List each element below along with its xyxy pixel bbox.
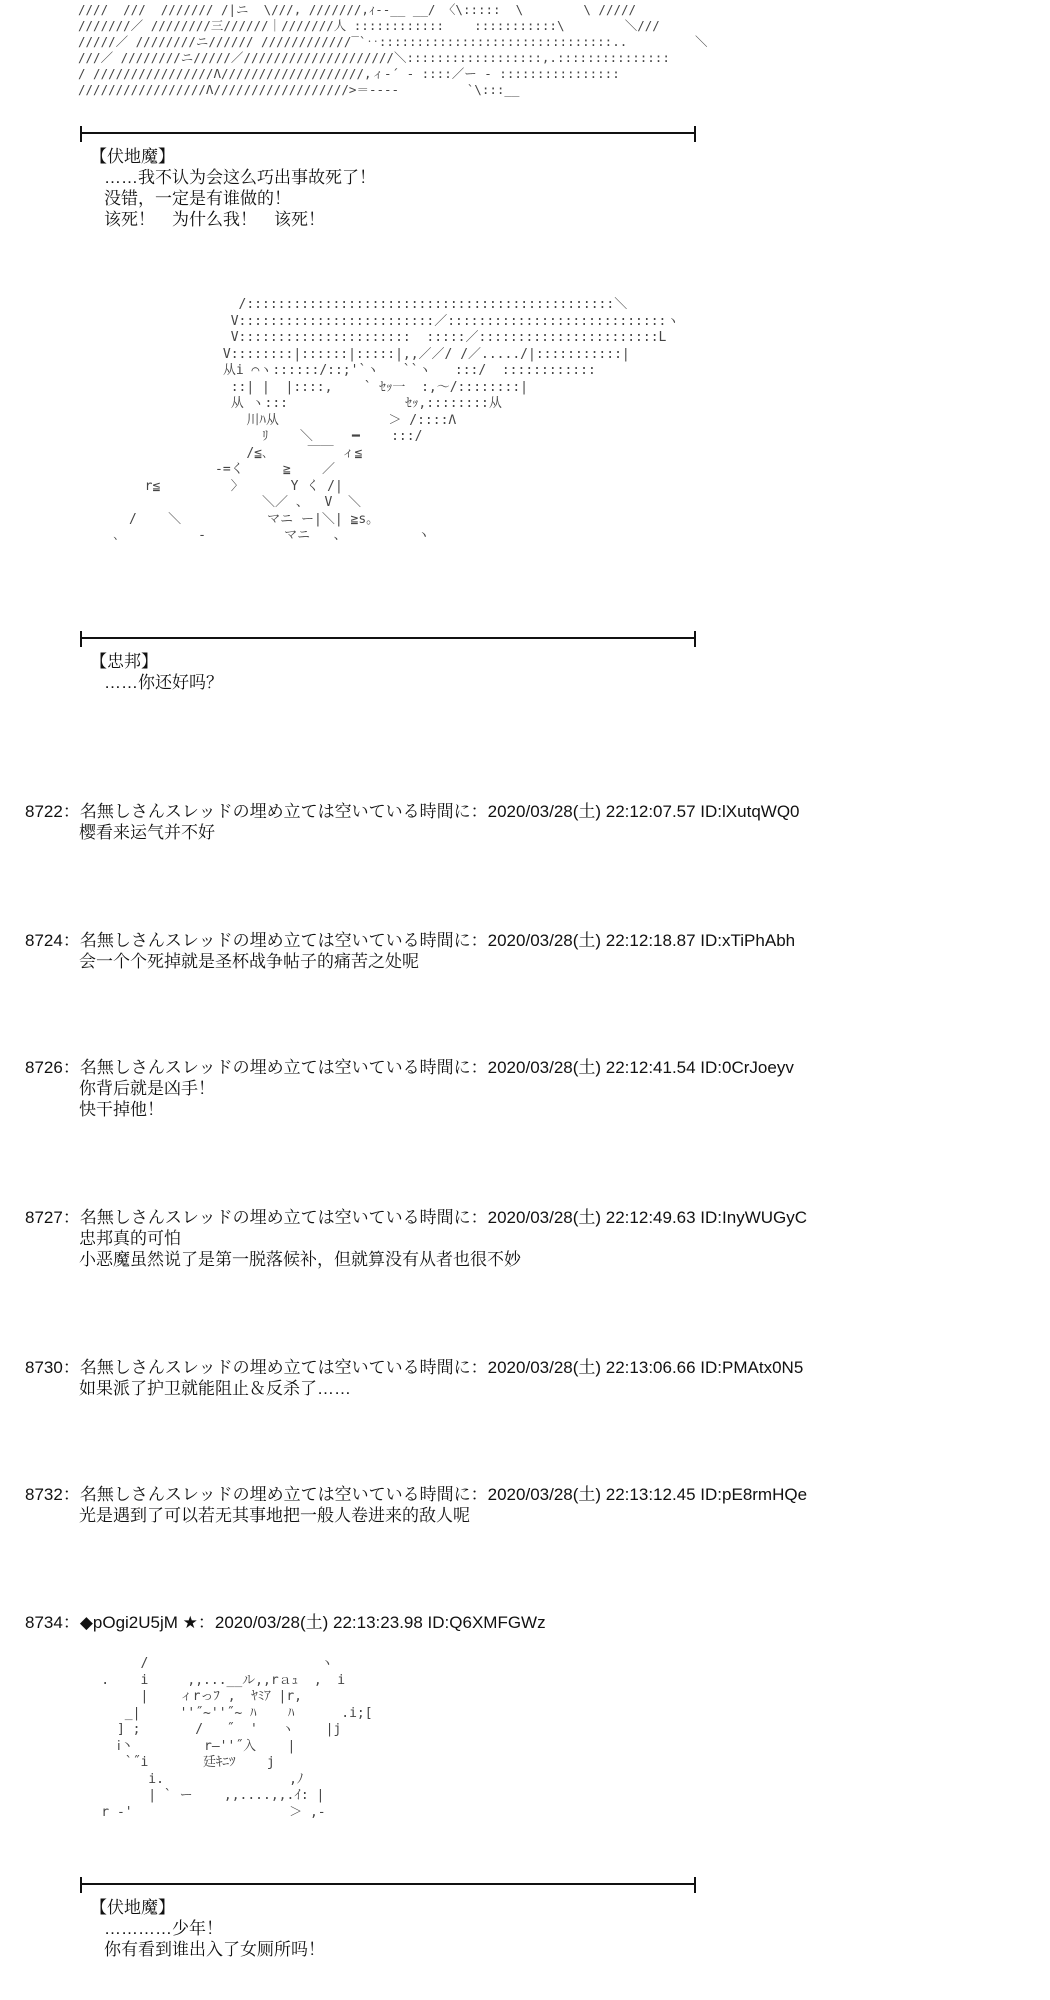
art-line: 从 ヽ::: ｾｯ,::::::::从 (82, 396, 502, 411)
art-line: _| ''˝~''˝~ ﾊ ﾊ .i;[ (70, 1705, 373, 1721)
art-line: 川ﾊ从 ＞ /::::Λ (82, 412, 457, 428)
art-line: ///／ ////////ニ/////／////////////////////＼::::::::::::::::::,.::::::::::::::: (78, 50, 670, 65)
speech-line: ……我不认为会这么巧出事故死了！ (104, 168, 376, 187)
art-line: ] ; / ˝ ' ヽ |j (70, 1722, 342, 1737)
art-line: /:::::::::::::::::::::::::::::::::::::::::::::::＼ (82, 297, 628, 312)
post-header: 8734：◆pOgi2U5jM ★：2020/03/28(土) 22:13:23.98 ID:Q6XMFGWz (25, 1613, 546, 1632)
post-body-line: 如果派了护卫就能阻止＆反杀了…… (79, 1379, 351, 1398)
ascii-art-3 (70, 1656, 373, 1821)
art-line: V::::::::|::::::|:::::|,,／／/ /／...../|:::::::::::| (82, 346, 630, 362)
post (25, 1612, 1035, 1633)
separator-line (80, 1883, 696, 1885)
post-header: 8730：名無しさんスレッドの埋め立ては空いている時間に：2020/03/28(土) 22:13:06.66 ID:PMAtx0N5 (25, 1358, 804, 1377)
post (25, 801, 1035, 843)
art-line: /////／ ////////ニ////// ////////////‾`‥:::::::::::::::::::::::::::::::.. ＼ (78, 34, 708, 49)
post-body-line: 光是遇到了可以若无其事地把一般人卷进来的敌人呢 (79, 1506, 470, 1525)
speaker-name: 【忠邦】 (90, 652, 158, 671)
art-line: r -' ＞ ,- (70, 1804, 326, 1820)
speech-line: 没错，一定是有谁做的！ (104, 189, 291, 208)
art-line: / ////////////////Λ///////////////////,ィ‐´ ‐ ::::／ー ‐ :::::::::::::::: (78, 66, 620, 81)
art-line: | ` ー ,,....,,.ｲ: | (70, 1788, 325, 1803)
art-line: ﾘ ＼ ━ :::/ (82, 429, 423, 444)
art-line: / ヽ (70, 1656, 334, 1671)
separator-line (80, 132, 696, 134)
speech-line: ……你还好吗？ (104, 673, 223, 692)
post (25, 1484, 1035, 1526)
post-body-line: 你背后就是凶手！ (79, 1079, 215, 1098)
art-line: //// /// /////// /|ニ \///, ///////,ｨ--__ __/ 〈\::::: \ \ ///// (78, 2, 637, 17)
art-line: | ィrっﾌ , ﾔﾐｱ |r, (70, 1689, 303, 1704)
post-header: 8722：名無しさんスレッドの埋め立ては空いている時間に：2020/03/28(土) 22:12:07.57 ID:lXutqWQ0 (25, 802, 800, 821)
art-line: / ＼ マニ ー|＼| ≧s｡ (82, 511, 373, 527)
separator-line (80, 637, 696, 639)
post (25, 1057, 1035, 1120)
art-line: ⅰ丶 r—''˝入 | (70, 1738, 296, 1754)
art-line: `˝i 廷ｷﾆﾂ j (70, 1755, 275, 1770)
art-line: . i ,,...__ル,,rａｭ , i (70, 1672, 346, 1688)
post-body-line: 忠邦真的可怕 (79, 1229, 181, 1248)
post (25, 1357, 1035, 1399)
post-header: 8732：名無しさんスレッドの埋め立ては空いている時間に：2020/03/28(土) 22:13:12.45 ID:pE8rmHQe (25, 1485, 808, 1504)
art-line: 从i ⌒ヽ::::::/::;'`ヽ ``ヽ :::/ :::::::::::: (82, 363, 596, 378)
post-body-line: 小恶魔虽然说了是第一脱落候补，但就算没有从者也很不妙 (79, 1250, 521, 1269)
art-line: ､ - マニ 、 ヽ (82, 528, 431, 543)
post-header: 8727：名無しさんスレッドの埋め立ては空いている時間に：2020/03/28(土) 22:12:49.63 ID:InyWUGyC (25, 1208, 808, 1227)
speech-line: 你有看到谁出入了女厕所吗！ (104, 1940, 325, 1959)
art-line: V:::::::::::::::::::::: :::::／:::::::::::::::::::::::L (82, 330, 667, 345)
speech-block (80, 651, 223, 693)
post-header: 8726：名無しさんスレッドの埋め立ては空いている時間に：2020/03/28(土) 22:12:41.54 ID:0CrJoeyv (25, 1058, 794, 1077)
art-line: ///////／ ////////三//////｜///////人 :::::::::::: :::::::::::\ ＼/// (78, 18, 660, 33)
art-line: /////////////////Λ//////////////////>＝---‐ `\:::__ (78, 82, 520, 97)
art-line: i. ,ﾉ (70, 1771, 304, 1787)
art-line: V:::::::::::::::::::::::::／::::::::::::::::::::::::::::ヽ (82, 313, 680, 329)
art-line: ::| | |::::, ` ｾｯ一 :,～/::::::::| (82, 379, 528, 395)
art-line: /≦､ ￣￣ ィ≦ (82, 445, 363, 461)
post (25, 1207, 1035, 1270)
post (25, 930, 1035, 972)
speech-line: …………少年！ (104, 1919, 223, 1938)
art-line: ＼／ 、 V ＼ (82, 495, 361, 510)
speech-block (80, 1897, 325, 1960)
speech-line: 该死！ 为什么我！ 该死！ (104, 210, 325, 229)
speaker-name: 【伏地魔】 (90, 147, 175, 166)
art-line: -=く ≧ ／ (82, 462, 335, 477)
speaker-name: 【伏地魔】 (90, 1898, 175, 1917)
ascii-art-2 (82, 297, 679, 545)
speech-block (80, 146, 376, 230)
post-body-line: 会一个个死掉就是圣杯战争帖子的痛苦之处呢 (79, 952, 419, 971)
ascii-art-1 (78, 2, 707, 98)
post-header: 8724：名無しさんスレッドの埋め立ては空いている時間に：2020/03/28(土) 22:12:18.87 ID:xTiPhAbh (25, 931, 796, 950)
art-line: r≦ 〉 Y く /| (82, 478, 343, 494)
post-body-line: 快干掉他！ (79, 1100, 164, 1119)
post-body-line: 樱看来运气并不好 (79, 823, 215, 842)
